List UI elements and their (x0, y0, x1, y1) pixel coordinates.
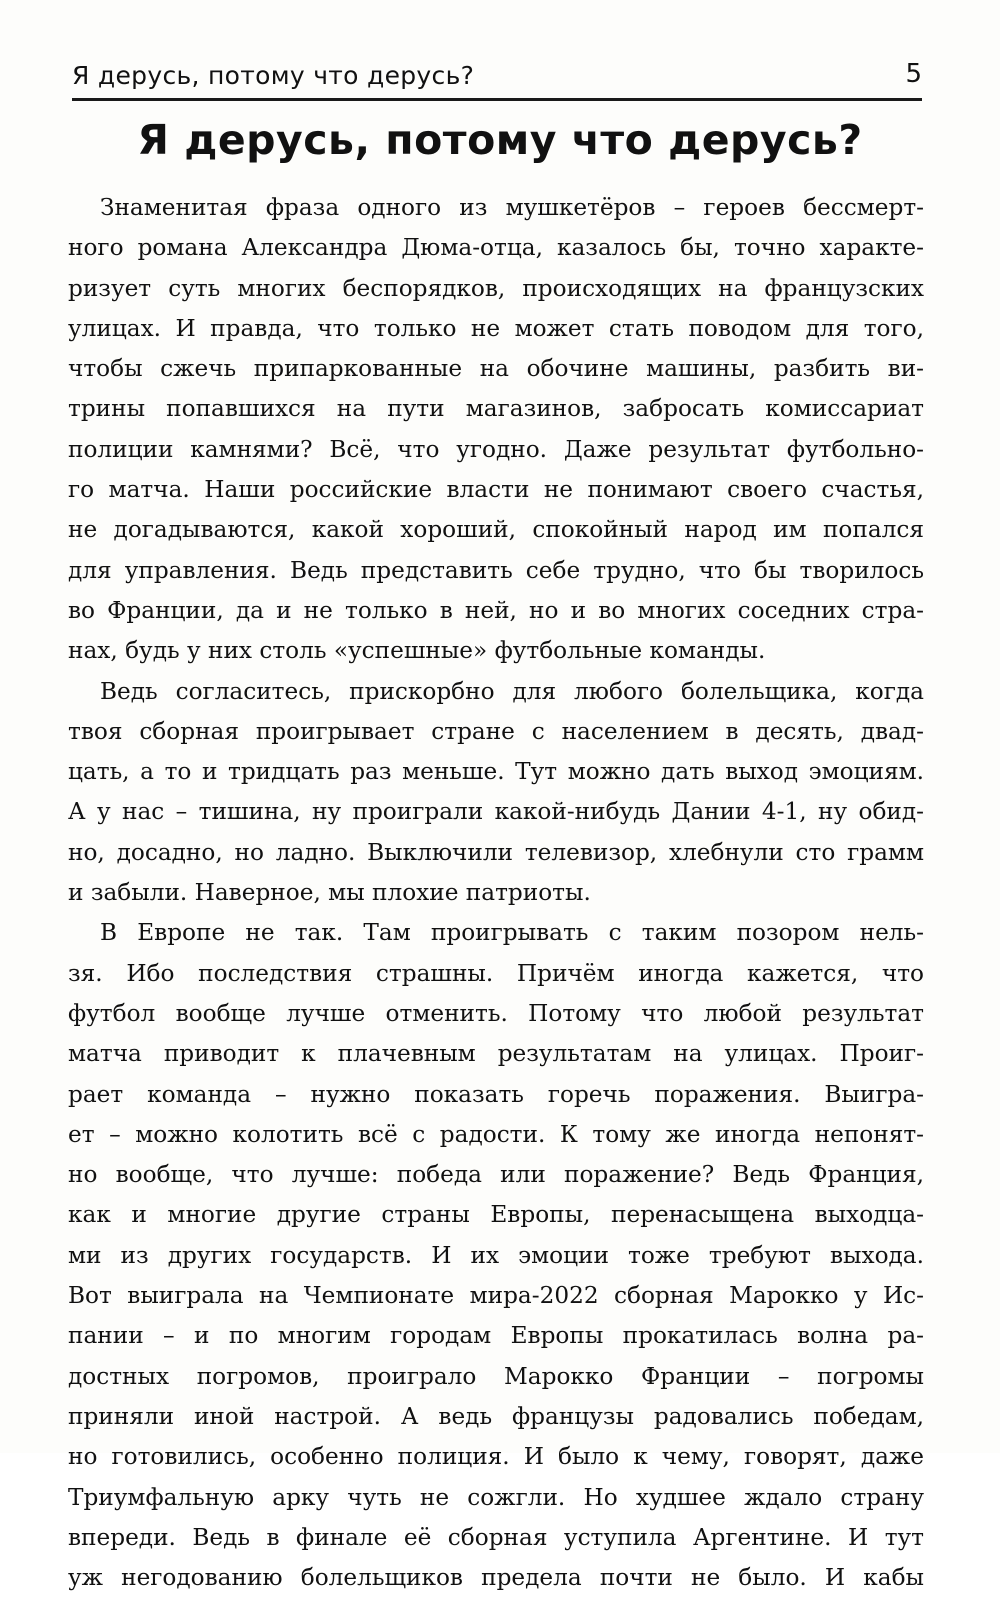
text-line: и забыли. Наверное, мы плохие патриоты. (68, 879, 591, 907)
text-line: В Европе не так. Там проигрывать с таким позором нель- (100, 919, 924, 947)
body-text (68, 188, 924, 1598)
text-line: улицах. И правда, что только не может стать поводом для того, (68, 314, 924, 342)
text-line: Ведь согласитесь, прискорбно для любого болельщика, когда (100, 677, 924, 705)
text-line: го матча. Наши российские власти не понимают своего счастья, (68, 476, 924, 504)
text-line: ет – можно колотить всё с радости. К тому же иногда непонят- (68, 1120, 924, 1148)
text-line: матча приводит к плачевным результатам на улицах. Проиг- (68, 1040, 924, 1068)
page-number: 5 (905, 59, 922, 89)
text-line: рает команда – нужно показать горечь поражения. Выигра- (68, 1080, 924, 1108)
text-line: футбол вообще лучше отменить. Потому что любой результат (68, 999, 924, 1027)
text-line: Триумфальную арку чуть не сожгли. Но худшее ждало страну (68, 1483, 924, 1511)
text-line: А у нас – тишина, ну проиграли какой-нибудь Дании 4-1, ну обид- (68, 798, 924, 826)
text-line: приняли иной настрой. А ведь французы радовались победам, (68, 1402, 924, 1430)
text-line: но, досадно, но ладно. Выключили телевизор, хлебнули сто грамм (68, 838, 924, 866)
text-line: пании – и по многим городам Европы прокатилась волна ра- (68, 1322, 924, 1350)
text-line: для управления. Ведь представить себе трудно, что бы творилось (68, 556, 924, 584)
text-line: достных погромов, проиграло Марокко Франции – погромы (68, 1362, 924, 1390)
text-line: Знаменитая фраза одного из мушкетёров – героев бессмерт- (100, 194, 924, 221)
text-line: во Франции, да и не только в ней, но и во многих соседних стра- (68, 596, 924, 624)
text-line: трины попавшихся на пути магазинов, забросать комиссариат (68, 395, 924, 423)
running-header (72, 58, 922, 101)
text-line: уж негодованию болельщиков предела почти не было. И кабы (68, 1564, 924, 1592)
text-line: зя. Ибо последствия страшны. Причём иногда кажется, что (68, 959, 924, 987)
text-line: твоя сборная проигрывает стране с населением в десять, двад- (68, 717, 924, 745)
text-line: Вот выиграла на Чемпионате мира-2022 сборная Марокко у Ис- (68, 1282, 924, 1310)
text-line: цать, а то и тридцать раз меньше. Тут можно дать выход эмоциям. (68, 758, 924, 786)
text-line: не догадываются, какой хороший, спокойный народ им попался (68, 516, 924, 544)
running-title: Я дерусь, потому что дерусь? (72, 61, 475, 90)
text-line: но вообще, что лучше: победа или поражение? Ведь Франция, (68, 1161, 924, 1189)
text-line: впереди. Ведь в финале её сборная уступила Аргентине. И тут (68, 1523, 924, 1551)
text-line: ми из других государств. И их эмоции тоже требуют выхода. (68, 1241, 924, 1269)
text-line: как и многие другие страны Европы, перенасыщена выходца- (68, 1201, 924, 1229)
text-line: нах, будь у них столь «успешные» футбольные команды. (68, 637, 766, 665)
text-line: ного романа Александра Дюма-отца, казалось бы, точно характе- (68, 234, 924, 262)
chapter-title: Я дерусь, потому что дерусь? (137, 116, 863, 164)
text-line: чтобы сжечь припаркованные на обочине машины, разбить ви- (68, 355, 924, 383)
text-line: но готовились, особенно полиция. И было к чему, говорят, даже (68, 1443, 924, 1471)
text-line: ризует суть многих беспорядков, происходящих на французских (68, 274, 924, 302)
text-line: полиции камнями? Всё, что угодно. Даже результат футбольно- (68, 435, 924, 463)
